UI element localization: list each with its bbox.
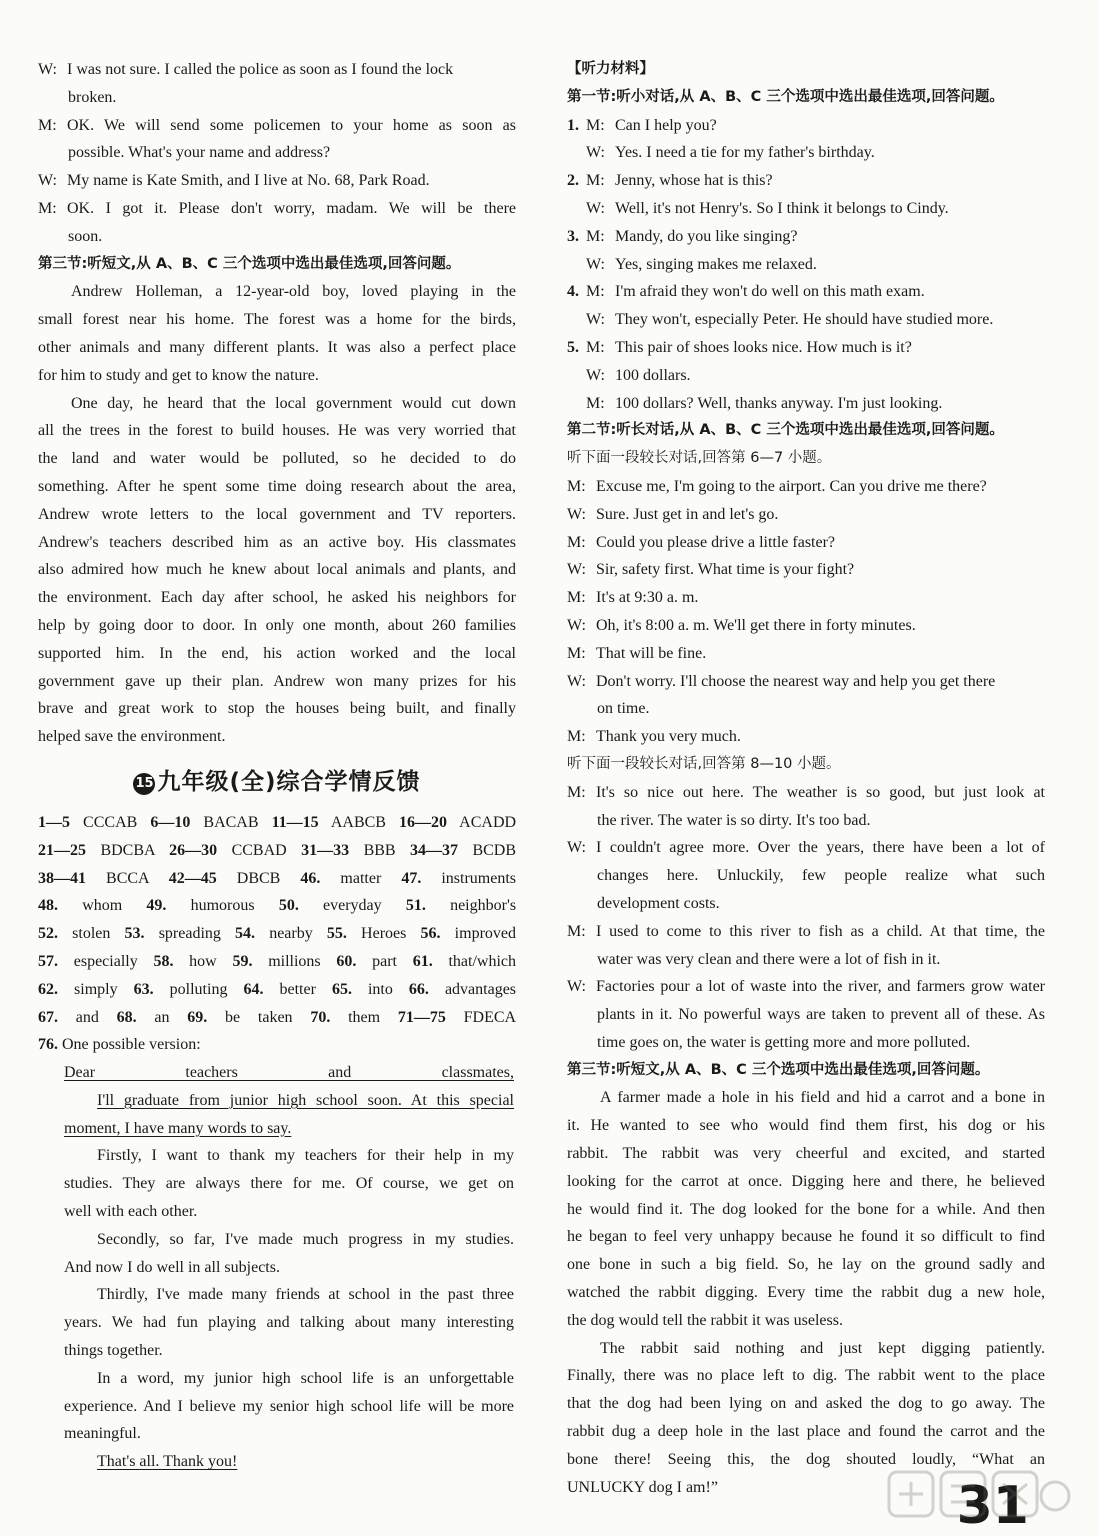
answer-value: DBCB [236,869,281,887]
answer-value: Heroes [361,925,407,943]
section-heading: 第二节:听长对话,从 A、B、C 三个选项中选出最佳选项,回答问题。 [567,422,1004,439]
answer-number: 50. [278,897,299,915]
essay-text: Firstly, I want to thank my teachers for their help in my [97,1147,514,1165]
dialog-line [38,112,516,140]
answer-number: 31—33 [301,841,350,859]
speaker-label: W: [38,61,57,78]
answer-number: 68. [116,1008,137,1026]
dialog-line [38,167,516,195]
speaker-label: W: [567,978,586,996]
speaker-label: M: [567,783,586,801]
essay-intro-text: One possible version: [62,1036,201,1054]
dialog-text: OK. We will send some policemen to your home as soon as [67,116,516,134]
right-column [567,56,1045,1501]
essay-text: moment, I have many words to say. [64,1119,292,1137]
dialog-text: changes here. Unluckily, few people realize what such [597,867,1045,885]
answer-value: them [348,1008,381,1026]
short-dialog-line [567,112,1045,140]
dialog-text: I was not sure. I called the police as soon as I found the lock [67,61,454,78]
dialog-text: It's at 9:30 a. m. [596,589,699,607]
dialog-text: Could you please drive a little faster? [596,533,836,551]
story-line: rabbit dug a deep hole in the last place and found the carrot and the [567,1423,1045,1441]
dialog-line [567,890,1045,918]
speaker-label: M: [586,172,605,190]
essay-text: That's all. Thank you! [97,1453,238,1471]
essay-text: Thirdly, I've made many friends at school in the past three [97,1286,514,1304]
dialog-line [567,529,1045,557]
dialog-line [567,668,1045,696]
essay-text: Secondly, so far, I've made much progress in my studies. [97,1230,514,1248]
essay-text: things together. [64,1342,163,1360]
section-heading: 第三节:听短文,从 A、B、C 三个选项中选出最佳选项,回答问题。 [38,255,461,272]
answer-value: nearby [269,925,313,943]
dialog-line [38,195,516,223]
passage-line: government gave up their plan. Andrew won many prizes for his [38,672,516,690]
essay-line [64,1087,514,1115]
answer-number: 76. [38,1036,58,1054]
answer-number: 60. [336,952,357,970]
answer-value: neighbor's [450,897,517,915]
answer-number: 6—10 [150,813,191,831]
answer-number: 21—25 [38,841,86,859]
answer-value: an [154,1008,170,1026]
dialog-line [567,473,1045,501]
answer-value: humorous [190,897,255,915]
essay-line [64,1281,514,1309]
dialog-text: Yes. I need a tie for my father's birthday. [615,144,875,162]
speaker-label: M: [586,227,605,245]
speaker-label: M: [586,338,605,356]
answer-number: 11—15 [271,813,319,831]
essay-line [64,1254,514,1282]
short-dialog-line [567,139,1045,167]
dialog-line [567,501,1045,529]
answer-row [38,809,516,837]
dialog-text: Jenny, whose hat is this? [615,172,773,190]
speaker-label: W: [586,366,605,384]
essay-body [38,1059,514,1476]
answer-number: 67. [38,1008,58,1026]
answer-number: 54. [235,925,256,943]
dialog-text: Factories pour a lot of waste into the river, and farmers grow water [596,978,1045,996]
short-dialog-line [567,251,1045,279]
question-number: 4. [567,283,579,301]
essay-text: And now I do well in all subjects. [64,1258,280,1276]
answer-row [38,1004,516,1032]
dialog-line [567,918,1045,946]
dialog-text: I used to come to this river to fish as a child. At that time, the [596,922,1045,940]
answer-value: whom [82,897,123,915]
dialog-text: This pair of shoes looks nice. How much is it? [615,338,912,356]
answer-value: CCCAB [83,813,138,831]
answer-number: 71—75 [397,1008,446,1026]
story-line: watched the rabbit digging. Every time the rabbit dug a new hole, [567,1284,1045,1302]
answer-number: 46. [300,869,321,887]
essay-line [64,1170,514,1198]
story-line: Finally, there was no place left to dig. The rabbit went to the place [567,1367,1045,1385]
story-line: UNLUCKY dog I am!” [567,1478,718,1496]
dialog-text: Sir, safety first. What time is your fight? [596,561,855,579]
dialog-text: Excuse me, I'm going to the airport. Can you drive me there? [596,477,987,495]
dialog-text: It's so nice out here. The weather is so good, but just look at [596,783,1045,801]
answer-number: 57. [38,952,58,970]
passage-line: Andrew Holleman, a 12-year-old boy, loved playing in the [71,283,516,301]
passage-line: helped save the environment. [38,728,226,746]
answer-number: 42—45 [168,869,217,887]
story-line: the dog would tell the rabbit it was useless. [567,1311,843,1329]
answer-value: better [279,980,316,998]
passage-line: the environment. Each day after school, he asked his neighbors for [38,589,516,607]
dialog-text: Mandy, do you like singing? [615,227,798,245]
dialog-text: 100 dollars? Well, thanks anyway. I'm just looking. [615,394,943,412]
answer-number: 1—5 [38,813,70,831]
passage-line: supported him. In the end, his action worked and the local [38,644,516,662]
essay-line [64,1337,514,1365]
essay-line [64,1115,514,1143]
section-title-text: 九年级(全)综合学情反馈 [157,768,421,795]
answer-value: polluting [169,980,228,998]
essay-text: well with each other. [64,1203,198,1221]
page-number: 31 [956,1476,1029,1536]
story-line: it. He wanted to see who would find them first, his dog or his [567,1117,1045,1135]
speaker-label: M: [567,589,586,607]
essay-text: Dear teachers and classmates, [64,1064,514,1082]
essay-line [64,1448,514,1476]
essay-text: studies. They are always there for me. Of course, we get on [64,1175,514,1193]
passage-line: also admired how much he knew about local animals and plants, and [38,561,516,579]
speaker-label: M: [567,644,586,662]
dialog-text: Well, it's not Henry's. So I think it belongs to Cindy. [615,199,949,217]
answer-value: that/which [448,952,517,970]
short-dialog-line [567,362,1045,390]
answer-value: everyday [323,897,382,915]
answer-value: CCBAD [231,841,287,859]
answer-number: 62. [38,980,58,998]
speaker-label: M: [38,199,57,217]
speaker-label: M: [567,533,586,551]
short-dialog-line [567,223,1045,251]
watermark-logo-icon [885,1466,1075,1528]
essay-text: meaningful. [64,1425,141,1443]
dialog-text: water was very clean and there were a lot of fish in it. [597,950,941,968]
dialog-text: plants in it. No powerful ways are taken to prevent all of these. As [597,1006,1045,1024]
dialog-line [38,223,516,251]
answer-value: especially [73,952,138,970]
answer-number: 59. [232,952,253,970]
dialog-line [567,584,1045,612]
answer-value: improved [454,925,516,943]
answer-number: 16—20 [399,813,448,831]
essay-line [64,1365,514,1393]
answer-value: how [189,952,217,970]
answer-number: 70. [310,1008,331,1026]
question-number: 2. [567,172,579,190]
story-line: bone there! Seeing this, the dog shouted loudly, “What an [567,1450,1045,1468]
speaker-label: W: [38,172,57,190]
answer-value: into [367,980,393,998]
passage-line: Andrew's teachers described him as an active boy. His classmates [38,533,516,551]
passage-line: help by going door to door. In only one month, about 260 families [38,616,516,634]
answer-row [38,837,516,865]
short-dialog-line [567,167,1045,195]
essay-intro [38,1031,516,1059]
short-dialog-line [567,390,1045,418]
story-line: A farmer made a hole in his field and hid a carrot and a bone in [600,1089,1045,1107]
dialog-line [567,556,1045,584]
sub-heading: 听下面一段较长对话,回答第 6—7 小题。 [567,450,832,467]
dialog-text: That will be fine. [596,644,707,662]
passage-line: small forest near his home. The forest was a home for the birds, [38,311,516,329]
answer-value: be taken [225,1008,293,1026]
dialog-text: OK. I got it. Please don't worry, madam. We will be there [67,199,516,217]
essay-text: In a word, my junior high school life is an unforgettable [97,1369,514,1387]
answer-number: 65. [331,980,352,998]
dialog-line [567,612,1045,640]
question-number: 3. [567,227,579,245]
speaker-label: M: [567,477,586,495]
dialog-text: Oh, it's 8:00 a. m. We'll get there in forty minutes. [596,616,916,634]
answer-value: simply [74,980,118,998]
dialog-text: My name is Kate Smith, and I live at No. 68, Park Road. [67,172,430,190]
answer-value: FDECA [463,1008,517,1026]
dialog-text: Don't worry. I'll choose the nearest way and help you get there [596,672,996,690]
dialog-text: 100 dollars. [615,366,691,384]
answer-number: 63. [133,980,154,998]
dialog-text: soon. [68,227,103,245]
answer-value: ACADD [459,813,517,831]
answer-value: BACAB [203,813,259,831]
dialog-text: Yes, singing makes me relaxed. [615,255,817,273]
dialog-text: the river. The water is so dirty. It's too bad. [597,811,871,829]
dialog-text: Sure. Just get in and let's go. [596,505,779,523]
answer-number: 61. [412,952,433,970]
answer-value: BDCBA [100,841,155,859]
answer-number: 53. [124,925,145,943]
speaker-label: W: [586,199,605,217]
story-line: he would find it. The dog looked for the bone for a while. And then [567,1200,1045,1218]
essay-line [64,1420,514,1448]
short-dialog-line [567,306,1045,334]
answer-row [38,948,516,976]
section-heading: 第三节:听短文,从 A、B、C 三个选项中选出最佳选项,回答问题。 [567,1061,990,1078]
story-line: rabbit. The rabbit was very cheerful and excited, and started [567,1145,1045,1163]
answer-number: 69. [187,1008,208,1026]
dialog-line [567,695,1045,723]
dialog-line [567,862,1045,890]
passage-line: other animals and many different plants. It was also a perfect place [38,338,516,356]
section-heading: 第一节:听小对话,从 A、B、C 三个选项中选出最佳选项,回答问题。 [567,88,1004,105]
dialog-text: on time. [597,700,650,718]
speaker-label: W: [567,505,586,523]
answer-value: advantages [444,980,517,998]
story-line: The rabbit said nothing and just kept digging patiently. [600,1339,1045,1357]
story-line: one bone in such a big field. So, he lay on the ground sadly and [567,1256,1045,1274]
speaker-label: W: [567,672,586,690]
passage-line: brave and great work to stop the houses being built, and finally [38,700,516,718]
essay-line [64,1393,514,1421]
sub-heading: 听下面一段较长对话,回答第 8—10 小题。 [567,755,841,772]
dialog-line [567,834,1045,862]
speaker-label: W: [567,561,586,579]
dialog-line [567,1001,1045,1029]
answer-value: instruments [441,869,517,887]
passage-line: the land and water would be polluted, so he decided to do [38,450,516,468]
story-line: that the dog had been lying on and asked the dog to go away. The [567,1395,1045,1413]
dialog-text: I'm afraid they won't do well on this math exam. [615,283,925,301]
answer-value: BCCA [106,869,149,887]
answer-number: 64. [243,980,264,998]
left-column [38,56,516,1476]
short-dialog-line [567,278,1045,306]
question-number: 1. [567,116,579,134]
speaker-label: M: [567,922,586,940]
answer-value: part [372,952,397,970]
passage-line: all the trees in the forest to build houses. He was very worried that [38,422,516,440]
answer-number: 66. [408,980,429,998]
answer-number: 47. [401,869,422,887]
essay-text: experience. And I believe my senior high school life will be more [64,1397,514,1415]
story-line: he began to feel very unhappy because he found it so difficult to find [567,1228,1045,1246]
answer-value: BBB [363,841,396,859]
speaker-label: M: [567,728,586,746]
answer-row [38,920,516,948]
dialog-line [567,973,1045,1001]
dialog-text: Can I help you? [615,116,717,134]
dialog-line [567,807,1045,835]
essay-text: years. We had fun playing and talking about many interesting [64,1314,514,1332]
story-line: looking for the carrot at once. Digging here and there, he believed [567,1172,1045,1190]
speaker-label: W: [586,144,605,162]
answer-number: 26—30 [169,841,218,859]
answer-value: spreading [158,925,221,943]
answer-number: 58. [153,952,174,970]
passage-line: Andrew wrote letters to the local government and TV reporters. [38,505,516,523]
short-dialog-line [567,195,1045,223]
section-title [38,765,516,799]
dialog-line [38,56,516,84]
question-number: 5. [567,338,579,356]
answer-number: 56. [420,925,441,943]
dialog-text: broken. [68,88,117,106]
dialog-line [567,1029,1045,1057]
dialog-line [38,139,516,167]
essay-line [64,1142,514,1170]
answer-row [38,892,516,920]
essay-line [64,1198,514,1226]
answer-number: 34—37 [410,841,459,859]
passage-line: something. After he spent some time doing research about the area, [38,477,516,495]
dialog-text: They won't, especially Peter. He should have studied more. [615,311,994,329]
answer-number: 38—41 [38,869,86,887]
essay-line [64,1059,514,1087]
dialog-text: I couldn't agree more. Over the years, there have been a lot of [596,839,1045,857]
essay-line [64,1226,514,1254]
speaker-label: W: [586,311,605,329]
speaker-label: M: [586,283,605,301]
speaker-label: W: [586,255,605,273]
dialog-text: Thank you very much. [596,728,741,746]
answer-number: 48. [38,897,58,915]
listening-heading: 【听力材料】 [567,61,654,77]
dialog-text: possible. What's your name and address? [68,144,331,162]
answer-value: stolen [72,925,111,943]
section-number-badge: 15 [133,773,155,795]
passage-line: for him to study and get to know the nature. [38,366,319,384]
answer-number: 55. [326,925,347,943]
essay-line [64,1309,514,1337]
speaker-label: W: [567,839,586,857]
speaker-label: W: [567,616,586,634]
dialog-text: development costs. [597,894,720,912]
speaker-label: M: [586,394,605,412]
answer-row [38,976,516,1004]
dialog-text: time goes on, the water is getting more and more polluted. [597,1033,971,1051]
answer-value: and [75,1008,99,1026]
speaker-label: M: [38,116,57,134]
essay-text: I'll graduate from junior high school soon. At this special [97,1091,514,1109]
answer-value: BCDB [472,841,517,859]
answer-value: millions [268,952,321,970]
dialog-line [567,640,1045,668]
answer-number: 51. [405,897,426,915]
answer-value: matter [340,869,382,887]
answer-number: 49. [146,897,167,915]
dialog-line [567,779,1045,807]
short-dialog-line [567,334,1045,362]
passage-line: One day, he heard that the local government would cut down [71,394,516,412]
dialog-line [38,84,516,112]
answer-number: 52. [38,925,58,943]
dialog-line [567,946,1045,974]
speaker-label: M: [586,116,605,134]
answer-row [38,865,516,893]
answer-value: AABCB [330,813,386,831]
dialog-line [567,723,1045,751]
